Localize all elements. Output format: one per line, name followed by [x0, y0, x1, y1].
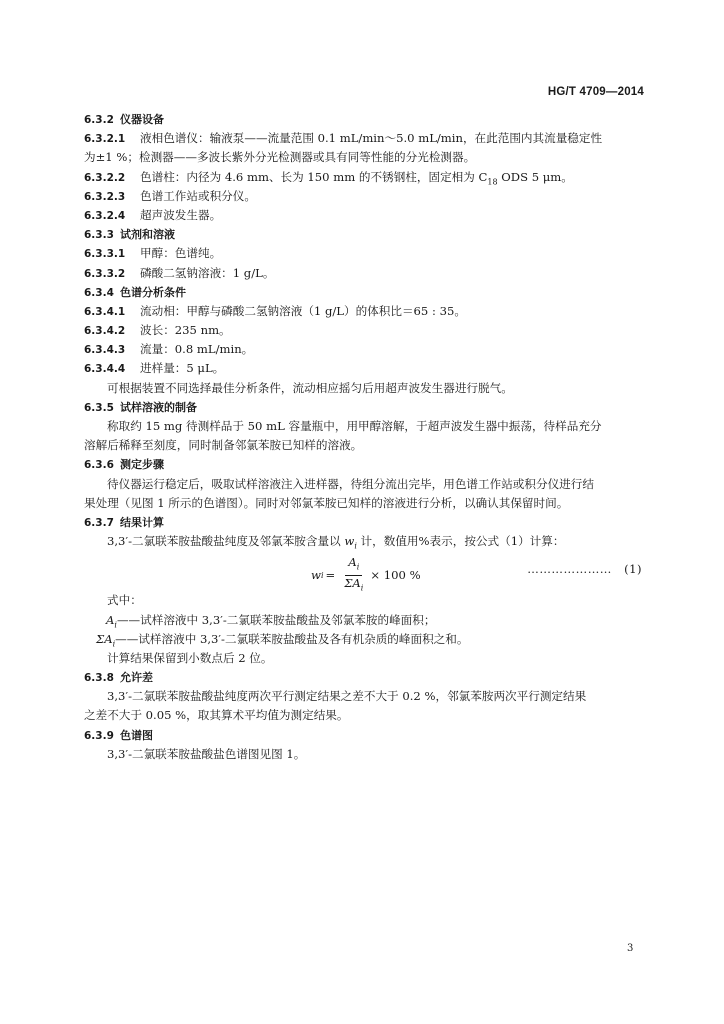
section-title: 试样溶液的制备: [120, 400, 197, 414]
clause-number: 6.3.2.1: [84, 133, 126, 146]
formula-lhs: w: [311, 568, 321, 583]
intro-text-tail: 计，数值用%表示，按公式（1）计算：: [356, 534, 565, 549]
heading-6-3-6: [84, 455, 646, 474]
section-number: 6.3.9: [84, 729, 114, 742]
clause-6-3-4-3: [84, 340, 646, 359]
denominator-var: ΣA: [344, 575, 361, 590]
clause-text: 甲醇：色谱纯。: [140, 246, 222, 261]
formula-expression: [311, 555, 421, 595]
clause-6-3-4-2: [84, 321, 646, 340]
section-number: 6.3.5: [84, 401, 114, 414]
clause-6-3-4-4: [84, 359, 646, 378]
clause-6-3-2-2: [84, 168, 646, 187]
clause-text: 液相色谱仪：输液泵——流量范围 0.1 mL/min～5.0 mL/min，在此范围内其流量稳定性: [140, 131, 603, 146]
section-title: 结果计算: [120, 515, 164, 529]
definition-text: ——试样溶液中 3,3′-二氯联苯胺盐酸盐及邻氯苯胺的峰面积；: [116, 612, 436, 627]
paragraph-6-3-6: 待仪器运行稳定后，吸取试样溶液注入进样器，待组分流出完毕，用色谱工作站或积分仪进行结: [107, 476, 594, 491]
section-title: 色谱分析条件: [120, 285, 186, 299]
section-number: 6.3.4: [84, 286, 114, 299]
paragraph-6-3-8: 3,3′-二氯联苯胺盐酸盐纯度两次平行测定结果之差不大于 0.2 %，邻氯苯胺两次平行测定结果: [107, 689, 587, 704]
clause-text: 磷酸二氢钠溶液：1 g/L。: [140, 265, 275, 280]
fraction-numerator: [345, 555, 362, 575]
equation-leader: …………………: [527, 562, 612, 577]
heading-6-3-9: [84, 726, 646, 745]
heading-6-3-8: [84, 668, 646, 687]
paragraph-6-3-9: 3,3′-二氯联苯胺盐酸盐色谱图见图 1。: [107, 746, 306, 761]
paragraph-6-3-8-cont: 之差不大于 0.05 %，取其算术平均值为测定结果。: [84, 708, 349, 723]
clause-text-tail: ODS 5 μm。: [497, 169, 573, 184]
clause-6-3-4-1: [84, 302, 646, 321]
clause-text: 超声波发生器。: [140, 207, 222, 222]
clause-number: 6.3.4.4: [84, 363, 126, 376]
where-label: 式中：: [107, 593, 142, 608]
clause-number: 6.3.2.2: [84, 171, 126, 184]
clause-number: 6.3.2.4: [84, 209, 126, 222]
section-title: 测定步骤: [120, 458, 164, 472]
definition-var: A: [106, 612, 115, 627]
clause-6-3-3-1: [84, 244, 646, 263]
intro-text: 3,3′-二氯联苯胺盐酸盐纯度及邻氯苯胺含量以: [107, 534, 345, 549]
section-title: 仪器设备: [120, 113, 164, 126]
section-number: 6.3.8: [84, 672, 114, 685]
clause-number: 6.3.3.1: [84, 248, 126, 261]
formula-fraction: [341, 555, 366, 595]
heading-6-3-4: [84, 283, 646, 302]
clause-number: 6.3.4.2: [84, 325, 126, 338]
clause-text: 进样量：5 μL。: [140, 361, 225, 376]
denominator-sub: i: [360, 582, 364, 592]
paragraph-rounding: 计算结果保留到小数点后 2 位。: [107, 650, 273, 665]
definition-ai: [84, 611, 646, 630]
paragraph-analysis-note: 可根据装置不同选择最佳分析条件，流动相应摇匀后用超声波发生器进行脱气。: [107, 380, 513, 395]
clause-text: 波长：235 nm。: [140, 323, 231, 338]
document-body: [84, 110, 646, 764]
section-number: 6.3.6: [84, 459, 114, 472]
clause-text: 流动相：甲醇与磷酸二氢钠溶液（1 g/L）的体积比＝65 : 35。: [140, 303, 466, 318]
heading-6-3-2: [84, 110, 646, 129]
clause-number: 6.3.4.3: [84, 344, 126, 357]
clause-6-3-2-1: [84, 129, 646, 148]
heading-6-3-7: [84, 513, 646, 532]
formula-1: [84, 553, 646, 592]
clause-6-3-3-2: [84, 264, 646, 283]
standard-code: HG/T 4709—2014: [547, 86, 644, 98]
section-title: 色谱图: [120, 728, 153, 742]
definition-sum-ai: [84, 630, 646, 649]
numerator-sub: i: [356, 562, 360, 572]
clause-6-3-2-3: [84, 187, 646, 206]
clause-text: 色谱柱：内径为 4.6 mm、长为 150 mm 的不锈钢柱，固定相为 C: [140, 169, 488, 184]
heading-6-3-3: [84, 225, 646, 244]
section-number: 6.3.7: [84, 516, 114, 529]
section-number: 6.3.2: [84, 114, 114, 126]
section-title: 允许差: [120, 671, 153, 685]
paragraph-6-3-5: 称取约 15 mg 待测样品于 50 mL 容量瓶中，用甲醇溶解，于超声波发生器中振荡，待样品充分: [107, 419, 602, 433]
definition-sub: i: [112, 639, 116, 648]
page-number: 3: [627, 943, 634, 954]
formula-tail: × 100 %: [370, 568, 421, 583]
definition-var: ΣA: [96, 631, 113, 646]
subscript: 18: [487, 176, 498, 186]
clause-number: 6.3.3.2: [84, 267, 126, 280]
clause-number: 6.3.2.3: [84, 190, 126, 203]
clause-6-3-2-1-cont: 为±1 %；检测器——多波长紫外分光检测器或具有同等性能的分光检测器。: [84, 150, 476, 165]
numerator-var: A: [348, 555, 357, 570]
formula-equals: =: [325, 568, 336, 583]
equation-label: (1): [624, 562, 642, 577]
heading-6-3-5: [84, 398, 646, 417]
paragraph-6-3-5-cont: 溶解后稀释至刻度，同时制备邻氯苯胺已知样的溶液。: [84, 438, 363, 453]
paragraph-6-3-7-intro: [84, 532, 646, 551]
definition-sub: i: [114, 619, 117, 629]
variable-w: w: [344, 534, 355, 549]
fraction-denominator: [341, 576, 366, 595]
clause-number: 6.3.4.1: [84, 305, 126, 318]
subscript-i: i: [354, 541, 357, 551]
paragraph-6-3-6-cont: 果处理（见图 1 所示的色谱图）。同时对邻氯苯胺已知样的溶液进行分析，以确认其保留时间。: [84, 495, 569, 510]
formula-lhs-sub: i: [320, 570, 324, 580]
clause-text: 色谱工作站或积分仪。: [140, 188, 256, 203]
clause-6-3-2-4: [84, 206, 646, 225]
section-number: 6.3.3: [84, 229, 114, 242]
definition-text: ——试样溶液中 3,3′-二氯联苯胺盐酸盐及各有机杂质的峰面积之和。: [115, 631, 469, 646]
clause-text: 流量：0.8 mL/min。: [140, 342, 254, 357]
equation-number: [527, 562, 642, 576]
section-title: 试剂和溶液: [120, 228, 175, 242]
